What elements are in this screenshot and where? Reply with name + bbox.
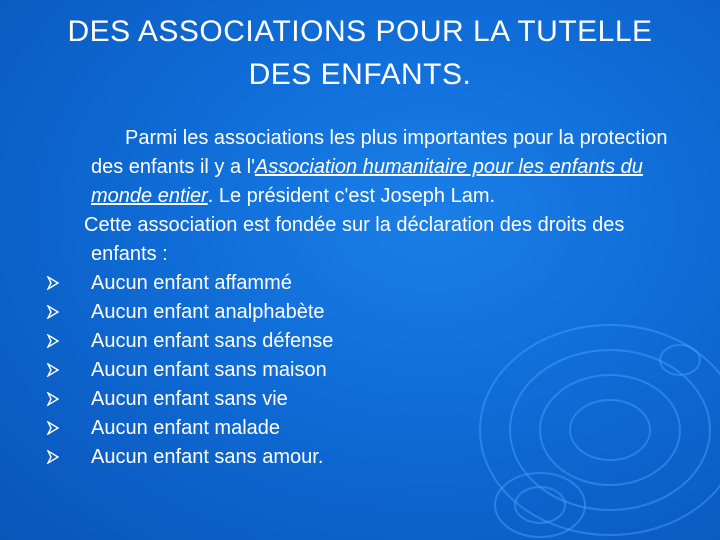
intro-paragraph xyxy=(91,124,691,211)
arrow-right-icon xyxy=(46,392,60,406)
bullet-item xyxy=(91,385,691,414)
bullet-text: Aucun enfant sans amour. xyxy=(91,446,324,468)
bullet-text: Aucun enfant sans vie xyxy=(91,388,288,410)
bullet-item xyxy=(91,269,691,298)
bullet-item xyxy=(91,414,691,443)
arrow-right-icon xyxy=(46,450,60,464)
bullet-text: Aucun enfant sans défense xyxy=(91,330,334,352)
title-line-2: DES ENFANTS. xyxy=(248,58,472,91)
bullet-item xyxy=(91,356,691,385)
arrow-right-icon xyxy=(46,276,60,290)
bullet-text: Aucun enfant sans maison xyxy=(91,359,327,381)
bullet-text: Aucun enfant analphabète xyxy=(91,301,325,323)
arrow-right-icon xyxy=(46,305,60,319)
title-line-1: DES ASSOCIATIONS POUR LA TUTELLE xyxy=(67,15,653,48)
arrow-right-icon xyxy=(46,421,60,435)
bullet-text: Aucun enfant affammé xyxy=(91,272,292,294)
declaration-paragraph: Cette association est fondée sur la déclaration des droits des enfants : xyxy=(84,214,625,265)
slide-body xyxy=(84,124,691,472)
bullet-list xyxy=(91,269,691,472)
bullet-item xyxy=(91,443,691,472)
bullet-text: Aucun enfant malade xyxy=(91,417,281,439)
intro-text-end: . Le président c'est Joseph Lam. xyxy=(207,185,496,207)
arrow-right-icon xyxy=(46,363,60,377)
intro-text: Parmi les associations les plus importantes pour la protection des enfants il y a l' xyxy=(91,127,668,178)
bullet-item xyxy=(91,327,691,356)
association-name: Association humanitaire pour les enfants du monde entier xyxy=(91,156,643,207)
slide-title xyxy=(20,10,700,96)
bullet-item xyxy=(91,298,691,327)
arrow-right-icon xyxy=(46,334,60,348)
